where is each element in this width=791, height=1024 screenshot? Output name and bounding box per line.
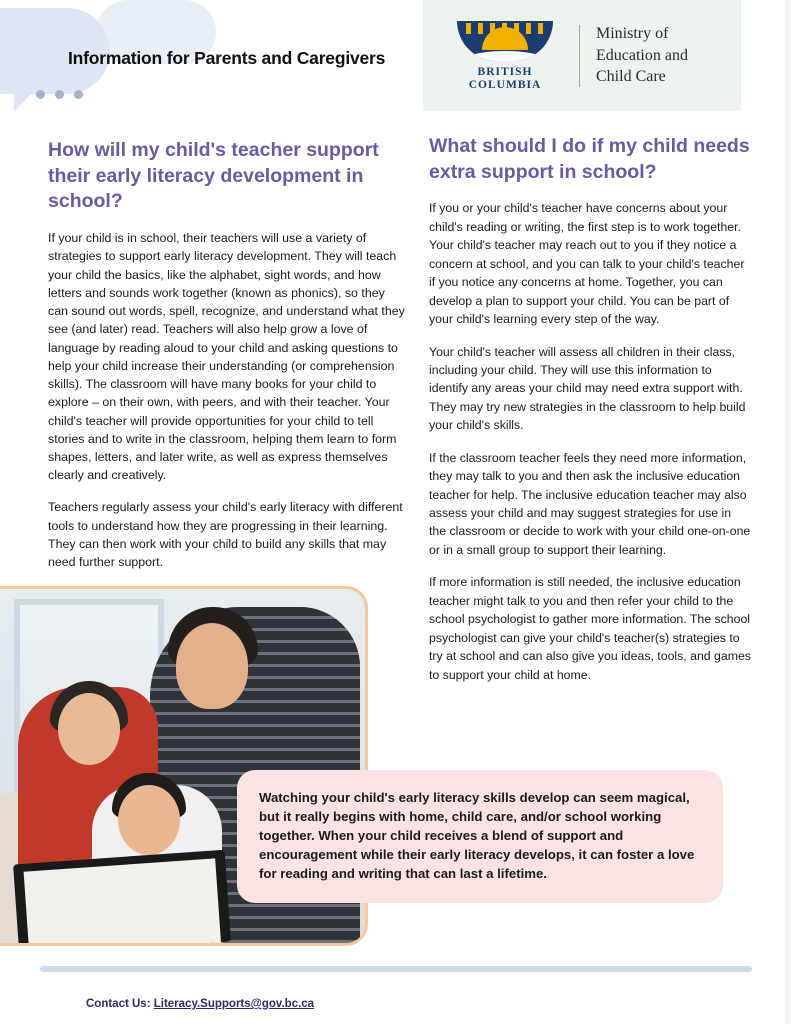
ministry-line-1: Ministry of	[596, 25, 669, 43]
footer-contact	[86, 998, 314, 1010]
highlight-callout	[237, 770, 723, 903]
page-title: Information for Parents and Caregivers	[68, 48, 386, 68]
speech-bubble-tail	[14, 86, 38, 112]
right-column-paragraph: If more information is still needed, the inclusive education teacher might talk to you and then refer your child to the school psychologist to gather more information. The school psychologist can give your child's teacher(s) strategies to try at school and can also give you ideas, tools, and games to support your child at home.	[429, 575, 751, 682]
contact-email-link[interactable]: Literacy.Supports@gov.bc.ca	[153, 998, 315, 1010]
logo-divider	[579, 25, 580, 87]
photo-mother-face	[176, 623, 248, 709]
right-column-paragraph: If the classroom teacher feels they need more information, they may talk to you and then ask the inclusive education teacher for help. The inclusive education teacher may also assess your child and may suggest strategies for use in the classroom or decide to work with your child one-on-one or in a small group to support their learning.	[429, 450, 751, 557]
left-column-paragraph: Teachers regularly assess your child's early literacy with different tools to understand how they are progressing in their learning. They can then work with your child to build any skills that may need further support.	[48, 500, 403, 570]
photo-book	[13, 850, 231, 946]
photo-child-face	[118, 785, 180, 855]
logo-province-line2: COLUMBIA	[468, 79, 542, 91]
ministry-line-2: Education and	[596, 46, 688, 64]
logo-province-line1: BRITISH	[477, 65, 533, 78]
contact-label: Contact Us:	[86, 998, 151, 1010]
right-column-paragraph: Your child's teacher will assess all children in their class, including your child. They will use this information to identify any areas your child may need extra support with. They may try new strategies in the classroom to help build your child's skills.	[429, 344, 746, 433]
left-column-heading: How will my child's teacher support their early literacy development in school?	[48, 139, 379, 213]
bc-sun-flag-icon	[453, 19, 557, 63]
left-column	[48, 138, 408, 585]
right-column-heading: What should I do if my child needs extra support in school?	[429, 135, 750, 183]
right-column	[429, 134, 751, 698]
bc-government-logo	[441, 19, 569, 92]
photo-grandmother-face	[58, 693, 120, 765]
ministry-name	[596, 23, 688, 88]
left-column-paragraph: If your child is in school, their teachers will use a variety of strategies to support early literacy development. They will teach your child the basics, like the alphabet, sight words, and how letters and sounds work together (known as phonics), so they can sound out words, spell, recognize, and understand what they see (and later) read. Teachers will also help grow a love of language by reading aloud to your child and asking questions to help your child increase their understanding (or comprehension skills). The classroom will have many books for your child to explore – on their own, with peers, and with their teacher. Your child's teacher will provide opportunities for your child to tell stories and to write in the classroom, helping them learn to form shapes, letters, and later write, as well as express themselves clearly and creatively.	[48, 231, 405, 483]
ministry-logo-panel	[423, 0, 741, 111]
right-column-paragraph: If you or your child's teacher have concerns about your child's reading or writing, the first step is to work together. Your child's teacher may reach out to you if they notice a concern at school, and you can talk to your child's teacher if you notice any concerns at home. Together, you can develop a plan to support your child. You can be part of your child's learning every step of the way.	[429, 201, 745, 327]
speech-bubble-dots-icon	[36, 90, 83, 99]
ministry-line-3: Child Care	[596, 68, 666, 86]
page-edge	[785, 0, 791, 1024]
callout-text: Watching your child's early literacy skills develop can seem magical, but it really begins with home, child care, and/or school working together. When your child receives a blend of support and encouragement while their early literacy develops, it can foster a love for reading and writing that can last a lifetime.	[259, 790, 695, 881]
footer-divider	[40, 966, 752, 972]
